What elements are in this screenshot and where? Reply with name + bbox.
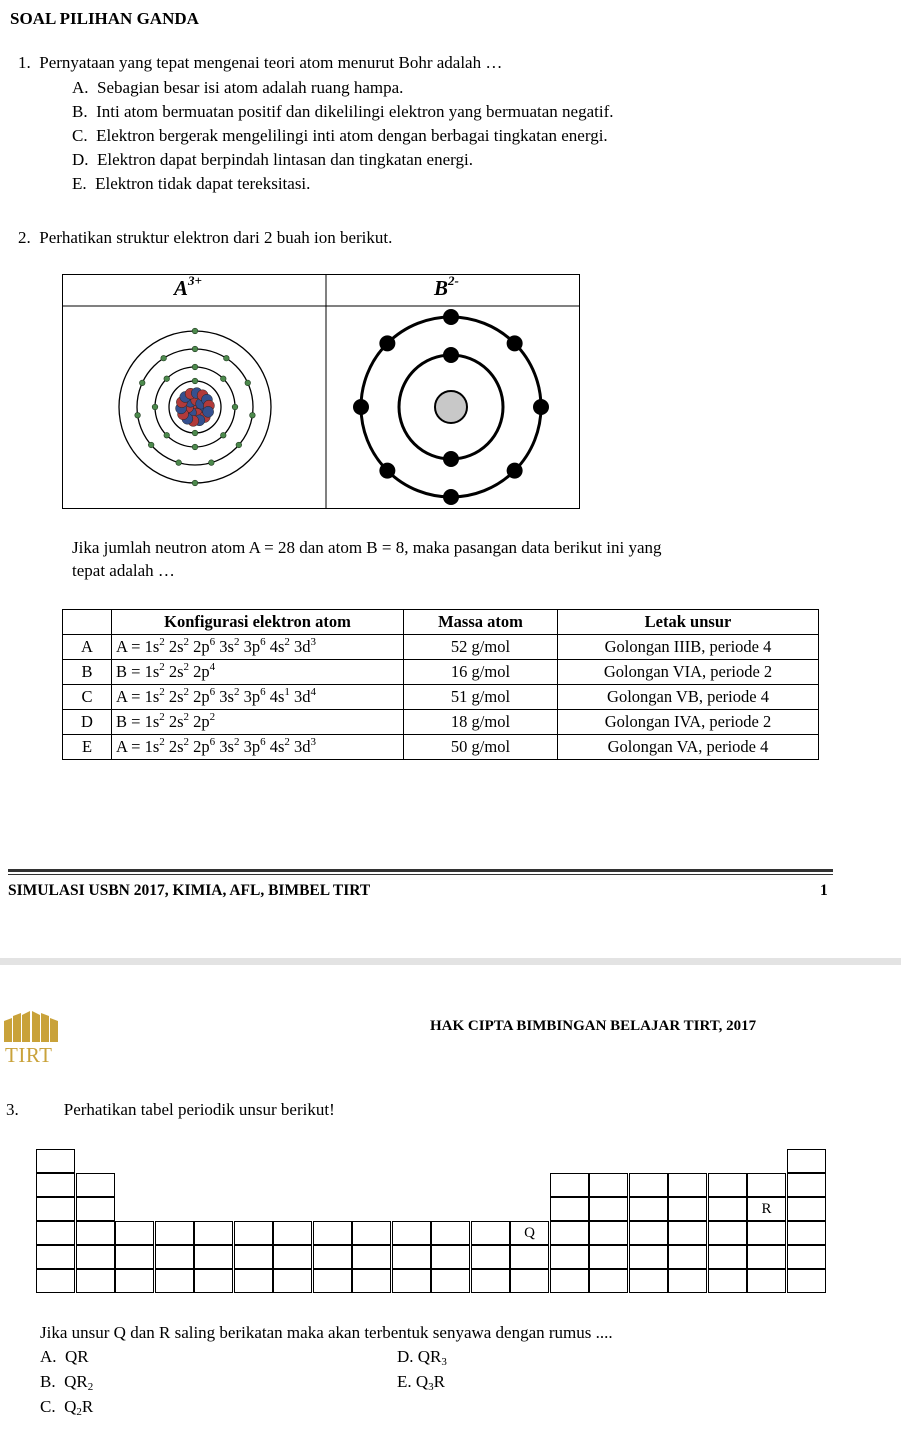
periodic-cell [787, 1197, 826, 1221]
ion-b-label: $B^{2-}$ [434, 273, 459, 300]
electron [379, 463, 395, 479]
electron [533, 399, 549, 415]
periodic-cell [115, 1245, 154, 1269]
periodic-cell [747, 1245, 786, 1269]
periodic-cell [234, 1221, 273, 1245]
periodic-cell [115, 1221, 154, 1245]
nucleon [203, 406, 214, 417]
periodic-cell [550, 1269, 589, 1293]
periodic-cell [510, 1269, 549, 1293]
periodic-cell [273, 1245, 312, 1269]
row-mass: 51 g/mol [404, 685, 558, 710]
q3-options [40, 1347, 640, 1427]
periodic-cell [36, 1197, 75, 1221]
periodic-cell [589, 1197, 628, 1221]
electron [192, 364, 198, 370]
header-location: Letak unsur [558, 610, 819, 635]
electron [192, 444, 198, 450]
periodic-cell [510, 1245, 549, 1269]
periodic-cell [273, 1221, 312, 1245]
q2-info-line1: Jika jumlah neutron atom A = 28 dan atom B = 8, maka pasangan data berikut ini yang [72, 538, 662, 557]
electron [379, 335, 395, 351]
section-title: SOAL PILIHAN GANDA [10, 9, 199, 28]
periodic-cell [668, 1173, 707, 1197]
question-number: 1. [18, 53, 31, 72]
periodic-cell [589, 1269, 628, 1293]
row-option-letter: A [63, 635, 112, 660]
row-mass: 16 g/mol [404, 660, 558, 685]
periodic-cell [550, 1245, 589, 1269]
periodic-cell [747, 1221, 786, 1245]
atom-figure-svg [62, 274, 580, 509]
option-3e[interactable]: E. $Q_3R$ [397, 1372, 446, 1393]
question-number: 3. [6, 1100, 19, 1119]
footer-text: SIMULASI USBN 2017, KIMIA, AFL, BIMBEL TIRT [8, 882, 371, 899]
electron [192, 378, 198, 384]
header-config: Konfigurasi elektron atom [112, 610, 404, 635]
periodic-cell [747, 1269, 786, 1293]
question-1-stem [18, 53, 502, 73]
periodic-cell [708, 1245, 747, 1269]
periodic-cell [708, 1197, 747, 1221]
periodic-cell [629, 1269, 668, 1293]
periodic-cell [76, 1269, 115, 1293]
electron [220, 376, 226, 382]
electron [232, 404, 238, 410]
question-3-stem [6, 1100, 335, 1120]
question-text: Pernyataan yang tepat mengenai teori atom menurut Bohr adalah … [39, 53, 503, 72]
periodic-cell [787, 1149, 826, 1173]
option-3b[interactable]: B. $QR_2$ [40, 1372, 94, 1393]
row-option-letter: E [63, 735, 112, 760]
row-config: $A = 1s^2$ $2s^2$ $2p^6$ $3s^2$ $3p^6$ $4s^2$ $3d^3$ [112, 635, 404, 660]
electron [443, 347, 459, 363]
header-mass: Massa atom [404, 610, 558, 635]
electron [135, 412, 141, 418]
copyright-header: HAK CIPTA BIMBINGAN BELAJAR TIRT, 2017 [430, 1018, 757, 1034]
periodic-cell [76, 1221, 115, 1245]
periodic-cell [787, 1173, 826, 1197]
periodic-cell [36, 1245, 75, 1269]
option-1b[interactable]: B. Inti atom bermuatan positif dan dikelilingi elektron yang bermuatan negatif. [72, 102, 614, 121]
periodic-cell [155, 1221, 194, 1245]
electron [507, 463, 523, 479]
periodic-cell [313, 1221, 352, 1245]
row-location: Golongan IVA, periode 2 [558, 710, 819, 735]
periodic-cell [550, 1173, 589, 1197]
row-location: Golongan VB, periode 4 [558, 685, 819, 710]
periodic-cell [629, 1173, 668, 1197]
periodic-cell [194, 1221, 233, 1245]
header-empty [63, 610, 112, 635]
periodic-cell [787, 1245, 826, 1269]
table-body [63, 635, 819, 760]
periodic-cell [194, 1245, 233, 1269]
q2-info-line2: tepat adalah … [72, 561, 175, 580]
row-location: Golongan VIA, periode 2 [558, 660, 819, 685]
row-option-letter: C [63, 685, 112, 710]
tirt-logo [2, 1009, 64, 1067]
periodic-cell [36, 1269, 75, 1293]
electron [139, 380, 145, 386]
periodic-cell [392, 1269, 431, 1293]
periodic-cell [708, 1221, 747, 1245]
periodic-cell [668, 1269, 707, 1293]
periodic-cell [36, 1221, 75, 1245]
electron [192, 346, 198, 352]
question-number: 2. [18, 228, 31, 247]
option-1a[interactable]: A. Sebagian besar isi atom adalah ruang hampa. [72, 78, 404, 97]
electron [164, 376, 170, 382]
logo-text: TIRT [5, 1043, 53, 1067]
electron [220, 432, 226, 438]
periodic-cell [36, 1173, 75, 1197]
table-row [63, 710, 819, 735]
periodic-cell [629, 1197, 668, 1221]
periodic-cell [431, 1269, 470, 1293]
periodic-cell [629, 1245, 668, 1269]
question-1 [18, 53, 878, 203]
periodic-cell [747, 1173, 786, 1197]
option-3c[interactable]: C. $Q_2R$ [40, 1397, 94, 1418]
periodic-cell [194, 1269, 233, 1293]
electron [245, 380, 251, 386]
element-r-cell: R [747, 1197, 786, 1221]
periodic-cell [352, 1269, 391, 1293]
periodic-cell [668, 1245, 707, 1269]
row-mass: 52 g/mol [404, 635, 558, 660]
periodic-cell [708, 1173, 747, 1197]
electron [507, 335, 523, 351]
periodic-cell [471, 1245, 510, 1269]
table-row [63, 660, 819, 685]
periodic-cell [313, 1269, 352, 1293]
electron [161, 355, 167, 361]
option-3a[interactable]: A. QR [40, 1347, 89, 1366]
electron [250, 412, 256, 418]
footer-page-number: 1 [820, 882, 828, 899]
periodic-cell [76, 1197, 115, 1221]
periodic-cell [629, 1221, 668, 1245]
electron [443, 451, 459, 467]
option-3d[interactable]: D. $QR_3$ [397, 1347, 447, 1368]
atom-a-diagram [119, 328, 271, 486]
atom-b-nucleus [435, 391, 467, 423]
table-row [63, 635, 819, 660]
atom-b-diagram [353, 309, 549, 505]
atom-a-nucleus [176, 388, 215, 427]
electron [164, 432, 170, 438]
book-icon [2, 1009, 64, 1043]
periodic-cell [392, 1221, 431, 1245]
periodic-cell [787, 1269, 826, 1293]
periodic-cell [234, 1269, 273, 1293]
periodic-cell [313, 1245, 352, 1269]
periodic-cell [155, 1245, 194, 1269]
periodic-cell [392, 1245, 431, 1269]
periodic-cell [352, 1221, 391, 1245]
page-divider [0, 958, 901, 965]
periodic-cell [76, 1173, 115, 1197]
periodic-cell [352, 1245, 391, 1269]
electron [176, 460, 182, 466]
periodic-cell [115, 1269, 154, 1293]
electron [192, 430, 198, 436]
electron [236, 442, 242, 448]
electron [353, 399, 369, 415]
periodic-cell [155, 1269, 194, 1293]
periodic-cell [550, 1197, 589, 1221]
electron [148, 442, 154, 448]
periodic-cell [589, 1173, 628, 1197]
footer-rule-bottom [8, 874, 833, 875]
q3-question: Jika unsur Q dan R saling berikatan maka akan terbentuk senyawa dengan rumus .... [40, 1323, 613, 1342]
periodic-cell [708, 1269, 747, 1293]
electron [192, 328, 198, 334]
option-1e[interactable]: E. Elektron tidak dapat tereksitasi. [72, 174, 311, 193]
electron [443, 489, 459, 505]
option-1d[interactable]: D. Elektron dapat berpindah lintasan dan tingkatan energi. [72, 150, 473, 169]
element-q-cell: Q [510, 1221, 549, 1245]
row-mass: 18 g/mol [404, 710, 558, 735]
question-text: Perhatikan struktur elektron dari 2 buah ion berikut. [39, 228, 393, 247]
periodic-cell [589, 1245, 628, 1269]
periodic-cell [234, 1245, 273, 1269]
footer-rule-top [8, 869, 833, 872]
periodic-cell [550, 1221, 589, 1245]
electron [443, 309, 459, 325]
periodic-cell [36, 1149, 75, 1173]
periodic-cell [589, 1221, 628, 1245]
periodic-cell [471, 1269, 510, 1293]
question-2-stem [18, 228, 392, 248]
atom-structure-figure [62, 274, 580, 509]
periodic-cell [471, 1221, 510, 1245]
periodic-cell [668, 1197, 707, 1221]
row-option-letter: B [63, 660, 112, 685]
row-location: Golongan IIIB, periode 4 [558, 635, 819, 660]
periodic-cell [273, 1269, 312, 1293]
question-text: Perhatikan tabel periodik unsur berikut! [63, 1100, 335, 1119]
periodic-cell [787, 1221, 826, 1245]
row-config: $B = 1s^2$ $2s^2$ $2p^2$ [112, 710, 404, 735]
electron [224, 355, 230, 361]
table-header-row [63, 610, 819, 635]
table-row [63, 685, 819, 710]
periodic-cell [431, 1221, 470, 1245]
row-mass: 50 g/mol [404, 735, 558, 760]
answer-table [62, 609, 819, 760]
row-config: $B = 1s^2$ $2s^2$ $2p^4$ [112, 660, 404, 685]
row-location: Golongan VA, periode 4 [558, 735, 819, 760]
periodic-cell [668, 1221, 707, 1245]
option-1c[interactable]: C. Elektron bergerak mengelilingi inti atom dengan berbagai tingkatan energi. [72, 126, 608, 145]
electron [152, 404, 158, 410]
periodic-cell [76, 1245, 115, 1269]
ion-a-label: $A^{3+}$ [174, 273, 202, 300]
row-option-letter: D [63, 710, 112, 735]
electron [192, 480, 198, 486]
periodic-cell [431, 1245, 470, 1269]
row-config: $A = 1s^2$ $2s^2$ $2p^6$ $3s^2$ $3p^6$ $4s^1$ $3d^4$ [112, 685, 404, 710]
row-config: $A = 1s^2$ $2s^2$ $2p^6$ $3s^2$ $3p^6$ $4s^2$ $3d^3$ [112, 735, 404, 760]
electron [209, 460, 215, 466]
table-row [63, 735, 819, 760]
